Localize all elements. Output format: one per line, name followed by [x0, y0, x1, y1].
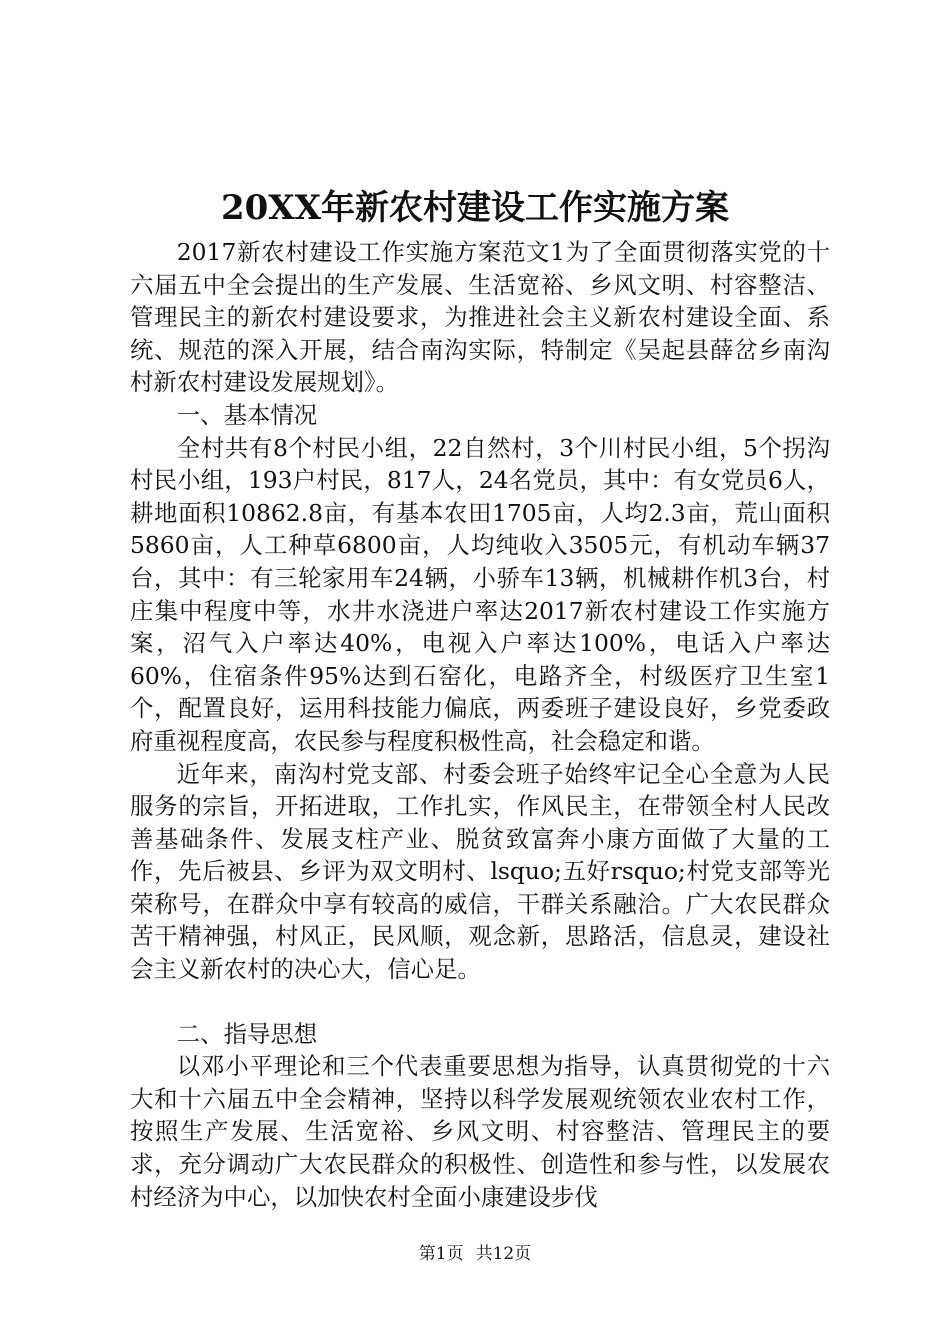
page-total: 共12页	[475, 1244, 532, 1264]
basic-situation-paragraph: 全村共有8个村民小组，22自然村，3个川村民小组，5个拐沟村民小组，193户村民，817人，24名党员，其中：有女党员6人，耕地面积10862.8亩，有基本农田1705亩，人均2.3亩，荒山面积5860亩，人工种草6800亩，人均纯收入3505元，有机动车辆37台，其中：有三轮家用车24辆，小骄车13辆，机械耕作机3台，村庄集中程度中等，水井水浇进户率达2017新农村建设工作实施方案，沼气入户率达40%，电视入户率达100%，电话入户率达60%，住宿条件95%达到石窑化，电路齐全，村级医疗卫生室1个，配置良好，运用科技能力偏底，两委班子建设良好，乡党委政府重视程度高，农民参与程度积极性高，社会稳定和谐。	[130, 433, 830, 755]
intro-paragraph: 2017新农村建设工作实施方案范文1为了全面贯彻落实党的十六届五中全会提出的生产发展、生活宽裕、乡风文明、村容整洁、管理民主的新农村建设要求，为推进社会主义新农村建设全面、系统、规范的深入开展，结合南沟实际，特制定《吴起县薛岔乡南沟村新农村建设发展规划》。	[130, 238, 830, 397]
section-heading-guiding-ideology: 二、指导思想	[176, 1019, 318, 1048]
section-heading-basic-situation: 一、基本情况	[176, 400, 318, 429]
guiding-ideology-paragraph: 以邓小平理论和三个代表重要思想为指导，认真贯彻党的十六大和十六届五中全会精神，坚持以科学发展观统领农业农村工作，按照生产发展、生活宽裕、乡风文明、村容整洁、管理民主的要求，充分调动广大农民群众的积极性、创造性和参与性，以发展农村经济为中心，以加快农村全面小康建设步伐	[130, 1052, 830, 1211]
page-footer	[0, 1242, 950, 1266]
document-body	[130, 236, 830, 1213]
page-number: 第1页	[418, 1244, 464, 1264]
document-title: 20XX年新农村建设工作实施方案	[220, 188, 730, 228]
recent-years-paragraph: 近年来，南沟村党支部、村委会班子始终牢记全心全意为人民服务的宗旨，开拓进取，工作扎实，作风民主，在带领全村人民改善基础条件、发展支柱产业、脱贫致富奔小康方面做了大量的工作，先后被县、乡评为双文明村、lsquo;五好rsquo;村党支部等光荣称号，在群众中享有较高的威信，干群关系融洽。广大农民群众苦干精神强，村风正，民风顺，观念新，思路活，信息灵，建设社会主义新农村的决心大，信心足。	[130, 759, 830, 984]
